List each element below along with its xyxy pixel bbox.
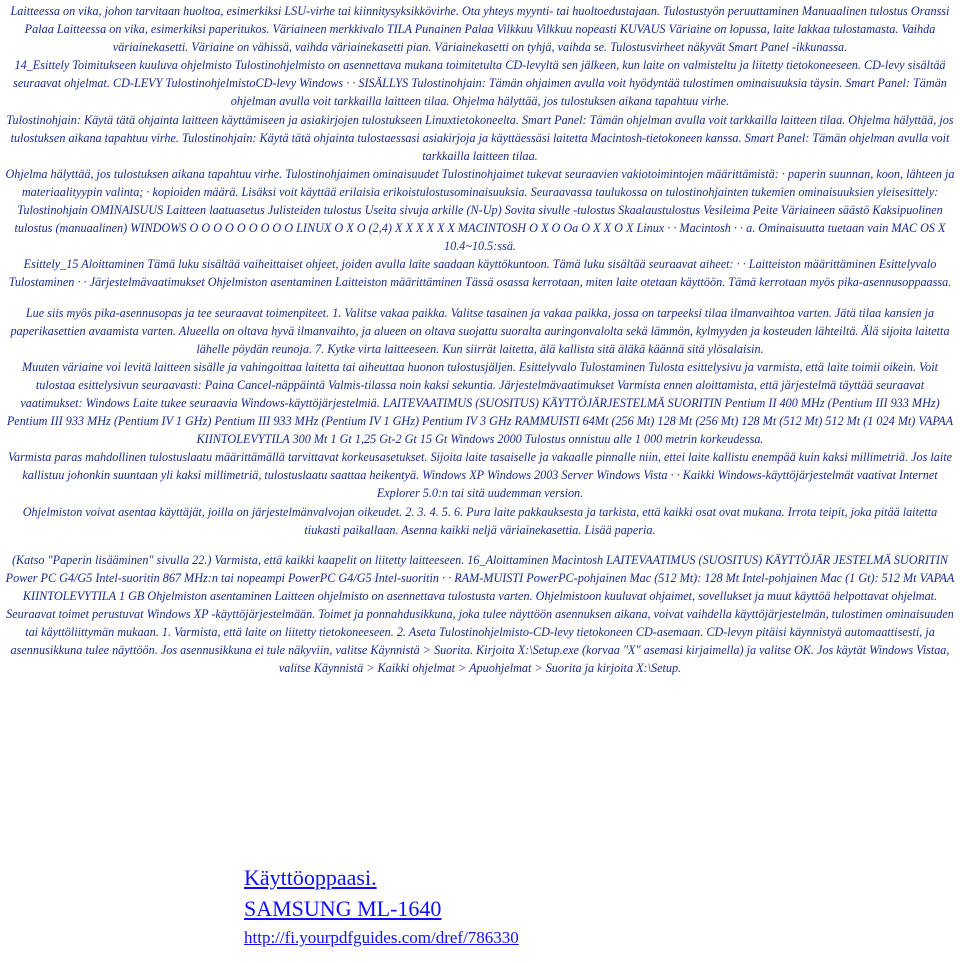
paragraph-system-requirements: Muuten väriaine voi levitä laitteen sisälle ja vahingoittaa laitetta tai aiheuttaa huonon tulostusjäljen. Esittelyvalo Tulostaminen Tulosta esittelysivu ja varmista, että laite toimii oikein. Voit tulostaa esittelysivun seuraavasti: Paina Cancel-näppäintä Valmis-tilassa noin kaksi sekuntia. Järjestelmävaatimukset Varmista ennen aloittamista, että järjestelmä täyttää seuraavat vaatimukset: Windows Laite tukee seuraavia Windows-käyttöjärjestelmiä. LAITEVAATIMUS (SUOSITUS) KÄYTTÖJÄRJESTELMÄ SUORITIN Pentium II 400 MHz (Pentium III 933 MHz) Pentium III 933 MHz (Pentium IV 1 GHz) Pentium III 933 MHz (Pentium IV 1 GHz) Pentium IV 3 GHz RAMMUISTI 64Mt (256 Mt) 128 Mt (256 Mt) 128 Mt (512 Mt) 512 Mt (1 024 Mt) VAPAA KIINTOLEVYTILA 300 Mt 1 Gt 1,25 Gt-2 Gt 15 Gt Windows 2000 Tulostus onnistuu alle 1 000 metrin korkeudessa.	[6, 359, 954, 447]
paragraph-gap	[4, 292, 956, 304]
paragraph-status-lights: Laitteessa on vika, johon tarvitaan huoltoa, esimerkiksi LSU-virhe tai kiinnitysyksikkövirhe. Ota yhteys myynti- tai huoltoedustajaan. Tulostustyön peruuttaminen Manuaalinen tulostus Oranssi Palaa Laitteessa on vika, esimerkiksi paperitukos. Väriaineen merkkivalo TILA Punainen Palaa Vilkkuu Vilkkuu nopeasti KUVAUS Väriaine on lopussa, laite lakkaa tulostamasta. Vaihda väriainekasetti. Väriaine on vähissä, vaihda väriainekasetti pian. Väriainekasetti on tyhjä, vaihda se. Tulostusvirheet näkyvät Smart Panel -ikkunassa.	[10, 4, 950, 55]
guide-url-link[interactable]: http://fi.yourpdfguides.com/dref/786330	[244, 928, 519, 947]
paragraph-driver-features: Ohjelma hälyttää, jos tulostuksen aikana tapahtuu virhe. Tulostinohjaimen ominaisuudet Tulostinohjaimet tukevat seuraavien vakiotoimintojen määrittämistä: · paperin suunnan, koon, lähteen ja materiaalityypin valinta; · kopioiden määrä. Lisäksi voit käyttää erilaisia erikoistulostusominaisuuksia. Seuraavassa taulukossa on tulostinohjainten tukemien ominaisuuksien yleisesittely: Tulostinohjain OMINAISUUS Laitteen laatuasetus Julisteiden tulostus Useita sivuja arkille (N-Up) Sovita sivulle -tulostus Skaalaustulostus Vesileima Peite Väriaineen säästö Kaksipuolinen tulostus (manuaalinen) WINDOWS O O O O O O O O O LINUX O X O (2,4) X X X X X X MACINTOSH O X O Oa O X X O X Linux · · Macintosh · · a. Ominaisuutta tuetaan vain MAC OS X 10.4~10.5:ssä.	[5, 166, 955, 254]
paragraph-location-setup: Lue siis myös pika-asennusopas ja tee seuraavat toimenpiteet. 1. Valitse vakaa paikka. Valitse tasainen ja vakaa paikka, jossa on tarpeeksi tilaa ilmanvaihtoa varten. Jätä tilaa kansien ja paperikasettien avaamista varten. Alueella on oltava hyvä ilmanvaihto, ja alueen on oltava suojattu suoralta auringonvalolta sekä lämmön, kylmyyden ja kosteuden lähteiltä. Älä sijoita laitetta lähelle pöydän reunoja. 7. Kytke virta laitteeseen. Kun siirrät laitetta, älä kallista sitä äläkä käännä sitä ylösalaisin.	[10, 305, 950, 356]
user-guide-link[interactable]: Käyttöoppaasi.	[244, 865, 377, 890]
paragraph-getting-started: Esittely_15 Aloittaminen Tämä luku sisältää vaiheittaiset ohjeet, joiden avulla laite saadaan käyttökuntoon. Tämä luku sisältää seuraavat aiheet: · · Laitteiston määrittäminen Esittelyvalo Tulostaminen · · Järjestelmävaatimukset Ohjelmiston asentaminen Laitteiston määrittäminen Tässä osassa kerrotaan, miten laite otetaan käyttöön. Tämä kerrotaan myös pika-asennusoppaassa.	[8, 257, 952, 290]
paragraph-macintosh-install: (Katso "Paperin lisääminen" sivulla 22.) Varmista, että kaikki kaapelit on liitetty laitteeseen. 16_Aloittaminen Macintosh LAITEVAATIMUS (SUOSITUS) KÄYTTÖJÄR JESTELMÄ SUORITIN Power PC G4/G5 Intel-suoritin 867 MHz:n tai nopeampi PowerPC G4/G5 Intel-suoritin · · RAM-MUISTI PowerPC-pohjainen Mac (512 Mt): 128 Mt Intel-pohjainen Mac (1 Gt): 512 Mt VAPAA KIINTOLEVYTILA 1 GB Ohjelmiston asentaminen Laitteen ohjelmisto on asennettava tulostusta varten. Ohjelmistoon kuuluvat ohjaimet, sovellukset ja muut käyttöä helpottavat ohjelmat. Seuraavat toimet perustuvat Windows XP -käyttöjärjestelmään. Toimet ja ponnahdusikkuna, joka tulee näyttöön asennuksen aikana, voivat vaihdella käyttöjärjestelmän, tulostimen ominaisuuden tai käyttöliittymän mukaan. 1. Varmista, että laite on liitetty tietokoneeseen. 2. Aseta Tulostinohjelmisto-CD-levy tietokoneen CD-asemaan. CD-levyn pitäisi käynnistyä automaattisesti, ja asennusikkuna tulee näyttöön. Jos asennusikkuna ei tule näkyviin, valitse Käynnistä > Suorita. Kirjoita X:\Setup.exe (korvaa "X" asemasi kirjaimella) ja valitse OK. Jos käytät Windows Vistaa, valitse Käynnistä > Kaikki ohjelmat > Apuohjelmat > Suorita ja kirjoita X:\Setup.	[5, 552, 955, 676]
paragraph-unpack: Ohjelmiston voivat asentaa käyttäjät, joilla on järjestelmänvalvojan oikeudet. 2. 3. 4. 5. 6. Pura laite pakkauksesta ja tarkista, että kaikki osat ovat mukana. Irrota teipit, joka pitää laitetta tiukasti paikallaan. Asenna kaikki neljä väriainekasettia. Lisää paperia.	[22, 504, 938, 537]
model-link[interactable]: SAMSUNG ML-1640	[244, 896, 442, 921]
paragraph-gap	[4, 539, 956, 551]
document-body	[4, 2, 956, 677]
paragraph-included-software: 14_Esittely Toimitukseen kuuluva ohjelmisto Tulostinohjelmisto on asennettava mukana toimitetulta CD-levyltä sen jälkeen, kun laite on valmisteltu ja liitetty tietokoneeseen. CD-levy sisältää seuraavat ohjelmat. CD-LEVY TulostinohjelmistoCD-levy Windows · · SISÄLLYS Tulostinohjain: Tämän ohjaimen avulla voit hyödyntää tulostimen ominaisuuksia täysin. Smart Panel: Tämän ohjelman avulla voit tarkkailla laitteen tilaa. Ohjelma hälyttää, jos tulostuksen aikana tapahtuu virhe.	[13, 58, 947, 109]
paragraph-print-quality: Varmista paras mahdollinen tulostuslaatu määrittämällä tarvittavat korkeusasetukset. Sijoita laite tasaiselle ja vakaalle pinnalle niin, ettei laite kallistu enempää kuin kaksi millimetriä. Jos laite kallistuu johonkin suuntaan yli kaksi millimetriä, tulostuslaatu saattaa heikentyä. Windows XP Windows 2003 Server Windows Vista · · Kaikki Windows-käyttöjärjestelmät vaativat Internet Explorer 5.0:n tai sitä uudemman version.	[7, 450, 953, 501]
footer-links	[244, 862, 519, 950]
paragraph-linux-mac-driver: Tulostinohjain: Käytä tätä ohjainta laitteen käyttämiseen ja asiakirjojen tulostukseen Linuxtietokoneelta. Smart Panel: Tämän ohjelman avulla voit tarkkailla laitteen tilaa. Ohjelma hälyttää, jos tulostuksen aikana tapahtuu virhe. Tulostinohjain: Käytä tätä ohjainta tulostaessasi asiakirjoja ja käyttäessäsi laitetta Macintosh-tietokoneen kanssa. Smart Panel: Tämän ohjelman avulla voit tarkkailla laitteen tilaa.	[6, 112, 954, 163]
